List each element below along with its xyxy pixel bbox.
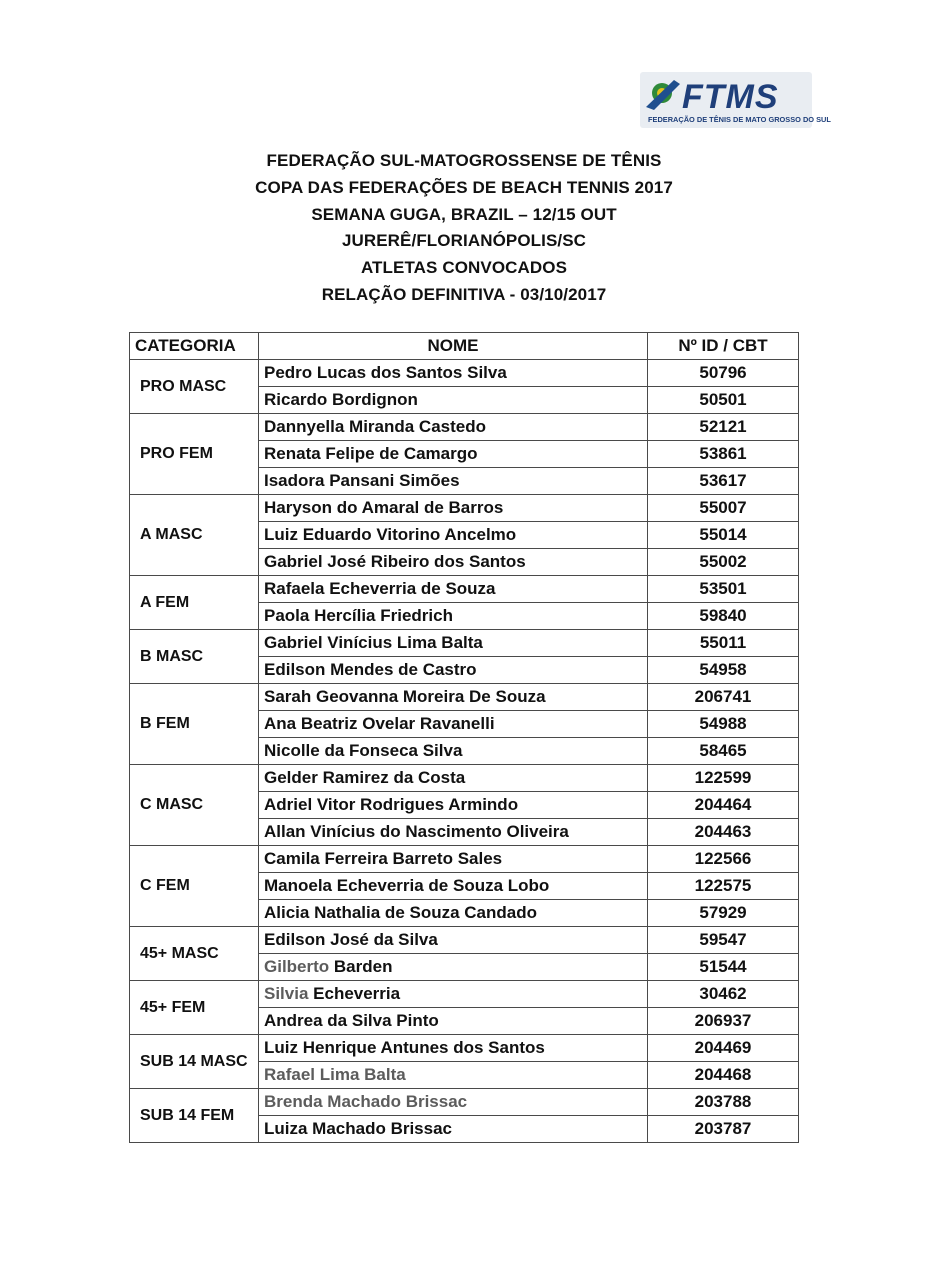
athlete-id-cell: 54988 bbox=[648, 711, 799, 738]
category-cell: SUB 14 MASC bbox=[130, 1035, 259, 1089]
athlete-id-cell: 204463 bbox=[648, 819, 799, 846]
athlete-name-cell: Allan Vinícius do Nascimento Oliveira bbox=[259, 819, 648, 846]
athlete-id-cell: 204469 bbox=[648, 1035, 799, 1062]
athlete-name-cell: Paola Hercília Friedrich bbox=[259, 603, 648, 630]
athlete-name-gray-part: Gilberto bbox=[264, 957, 330, 976]
athlete-name-cell: Gabriel Vinícius Lima Balta bbox=[259, 630, 648, 657]
logo-text: FTMS bbox=[682, 78, 779, 116]
athlete-name-cell: Dannyella Miranda Castedo bbox=[259, 414, 648, 441]
athlete-name-cell: Rafaela Echeverria de Souza bbox=[259, 576, 648, 603]
athlete-id-cell: 55002 bbox=[648, 549, 799, 576]
athlete-id-cell: 57929 bbox=[648, 900, 799, 927]
athlete-name-gray-part: Rafael Lima Balta bbox=[264, 1065, 406, 1084]
athlete-name-rest: Echeverria bbox=[308, 984, 401, 1003]
athlete-name-gray-part: Brenda Machado Brissac bbox=[264, 1092, 468, 1111]
category-cell: 45+ FEM bbox=[130, 981, 259, 1035]
header-location: JURERÊ/FLORIANÓPOLIS/SC bbox=[341, 231, 587, 251]
athlete-name-cell: Pedro Lucas dos Santos Silva bbox=[259, 360, 648, 387]
athletes-table bbox=[129, 332, 799, 1143]
header-list-date: RELAÇÃO DEFINITIVA - 03/10/2017 bbox=[321, 284, 607, 304]
category-cell: B MASC bbox=[130, 630, 259, 684]
athlete-id-cell: 50501 bbox=[648, 387, 799, 414]
category-cell: C MASC bbox=[130, 765, 259, 846]
athlete-name-cell bbox=[259, 1089, 648, 1116]
athlete-id-cell: 204464 bbox=[648, 792, 799, 819]
athlete-id-cell: 203787 bbox=[648, 1116, 799, 1143]
athlete-name-cell: Andrea da Silva Pinto bbox=[259, 1008, 648, 1035]
header-federation: FEDERAÇÃO SUL-MATOGROSSENSE DE TÊNIS bbox=[266, 151, 662, 170]
athlete-name-cell: Edilson Mendes de Castro bbox=[259, 657, 648, 684]
document-header bbox=[0, 148, 928, 309]
athlete-id-cell: 55014 bbox=[648, 522, 799, 549]
ftms-logo bbox=[640, 72, 831, 128]
athlete-name-cell: Sarah Geovanna Moreira De Souza bbox=[259, 684, 648, 711]
athlete-name-cell: Luiz Henrique Antunes dos Santos bbox=[259, 1035, 648, 1062]
table-row bbox=[130, 846, 799, 873]
table-row bbox=[130, 630, 799, 657]
table-row bbox=[130, 360, 799, 387]
category-cell: PRO FEM bbox=[130, 414, 259, 495]
category-cell: C FEM bbox=[130, 846, 259, 927]
athlete-name-cell: Renata Felipe de Camargo bbox=[259, 441, 648, 468]
athlete-id-cell: 206741 bbox=[648, 684, 799, 711]
athlete-name-cell bbox=[259, 1062, 648, 1089]
athlete-id-cell: 30462 bbox=[648, 981, 799, 1008]
athlete-id-cell: 53501 bbox=[648, 576, 799, 603]
athlete-name-cell: Ricardo Bordignon bbox=[259, 387, 648, 414]
athlete-id-cell: 55011 bbox=[648, 630, 799, 657]
athlete-name-cell: Manoela Echeverria de Souza Lobo bbox=[259, 873, 648, 900]
athlete-name-cell: Alicia Nathalia de Souza Candado bbox=[259, 900, 648, 927]
table-row bbox=[130, 576, 799, 603]
athlete-id-cell: 53861 bbox=[648, 441, 799, 468]
athlete-id-cell: 122566 bbox=[648, 846, 799, 873]
table-row bbox=[130, 495, 799, 522]
athlete-id-cell: 203788 bbox=[648, 1089, 799, 1116]
athlete-id-cell: 122575 bbox=[648, 873, 799, 900]
ftms-logo-graphic bbox=[640, 72, 831, 128]
athlete-id-cell: 53617 bbox=[648, 468, 799, 495]
athlete-name-cell: Luiza Machado Brissac bbox=[259, 1116, 648, 1143]
category-cell: PRO MASC bbox=[130, 360, 259, 414]
column-header-id: Nº ID / CBT bbox=[648, 333, 799, 360]
column-header-name: NOME bbox=[259, 333, 648, 360]
athlete-name-cell: Adriel Vitor Rodrigues Armindo bbox=[259, 792, 648, 819]
athlete-name-cell: Ana Beatriz Ovelar Ravanelli bbox=[259, 711, 648, 738]
athlete-name-cell: Edilson José da Silva bbox=[259, 927, 648, 954]
table-row bbox=[130, 1035, 799, 1062]
athlete-name-cell: Camila Ferreira Barreto Sales bbox=[259, 846, 648, 873]
table-row bbox=[130, 927, 799, 954]
athlete-id-cell: 52121 bbox=[648, 414, 799, 441]
athlete-id-cell: 206937 bbox=[648, 1008, 799, 1035]
athlete-id-cell: 59547 bbox=[648, 927, 799, 954]
logo-subtitle: FEDERAÇÃO DE TÊNIS DE MATO GROSSO DO SUL bbox=[648, 115, 831, 124]
athlete-name-rest: Barden bbox=[329, 957, 393, 976]
athlete-name-cell: Gelder Ramirez da Costa bbox=[259, 765, 648, 792]
header-week: SEMANA GUGA, BRAZIL – 12/15 OUT bbox=[311, 204, 617, 224]
category-cell: 45+ MASC bbox=[130, 927, 259, 981]
category-cell: A FEM bbox=[130, 576, 259, 630]
column-header-category: CATEGORIA bbox=[130, 333, 259, 360]
table-body bbox=[130, 360, 799, 1143]
athlete-name-gray-part: Silvia bbox=[264, 984, 309, 1003]
header-event: COPA DAS FEDERAÇÕES DE BEACH TENNIS 2017 bbox=[255, 177, 673, 197]
category-cell: A MASC bbox=[130, 495, 259, 576]
athlete-name-cell: Gabriel José Ribeiro dos Santos bbox=[259, 549, 648, 576]
athlete-id-cell: 50796 bbox=[648, 360, 799, 387]
athlete-name-cell: Haryson do Amaral de Barros bbox=[259, 495, 648, 522]
table-row bbox=[130, 765, 799, 792]
athlete-name-cell: Nicolle da Fonseca Silva bbox=[259, 738, 648, 765]
header-athletes: ATLETAS CONVOCADOS bbox=[360, 258, 568, 278]
table-row bbox=[130, 1089, 799, 1116]
category-cell: B FEM bbox=[130, 684, 259, 765]
athlete-id-cell: 55007 bbox=[648, 495, 799, 522]
athlete-id-cell: 59840 bbox=[648, 603, 799, 630]
athlete-id-cell: 58465 bbox=[648, 738, 799, 765]
athlete-id-cell: 122599 bbox=[648, 765, 799, 792]
table-row bbox=[130, 981, 799, 1008]
table-row bbox=[130, 684, 799, 711]
table-header-row bbox=[130, 333, 799, 360]
category-cell: SUB 14 FEM bbox=[130, 1089, 259, 1143]
table-row bbox=[130, 414, 799, 441]
athlete-name-cell bbox=[259, 981, 648, 1008]
athlete-id-cell: 54958 bbox=[648, 657, 799, 684]
athlete-name-cell: Luiz Eduardo Vitorino Ancelmo bbox=[259, 522, 648, 549]
athlete-id-cell: 51544 bbox=[648, 954, 799, 981]
athlete-id-cell: 204468 bbox=[648, 1062, 799, 1089]
athlete-name-cell: Isadora Pansani Simões bbox=[259, 468, 648, 495]
athlete-name-cell bbox=[259, 954, 648, 981]
